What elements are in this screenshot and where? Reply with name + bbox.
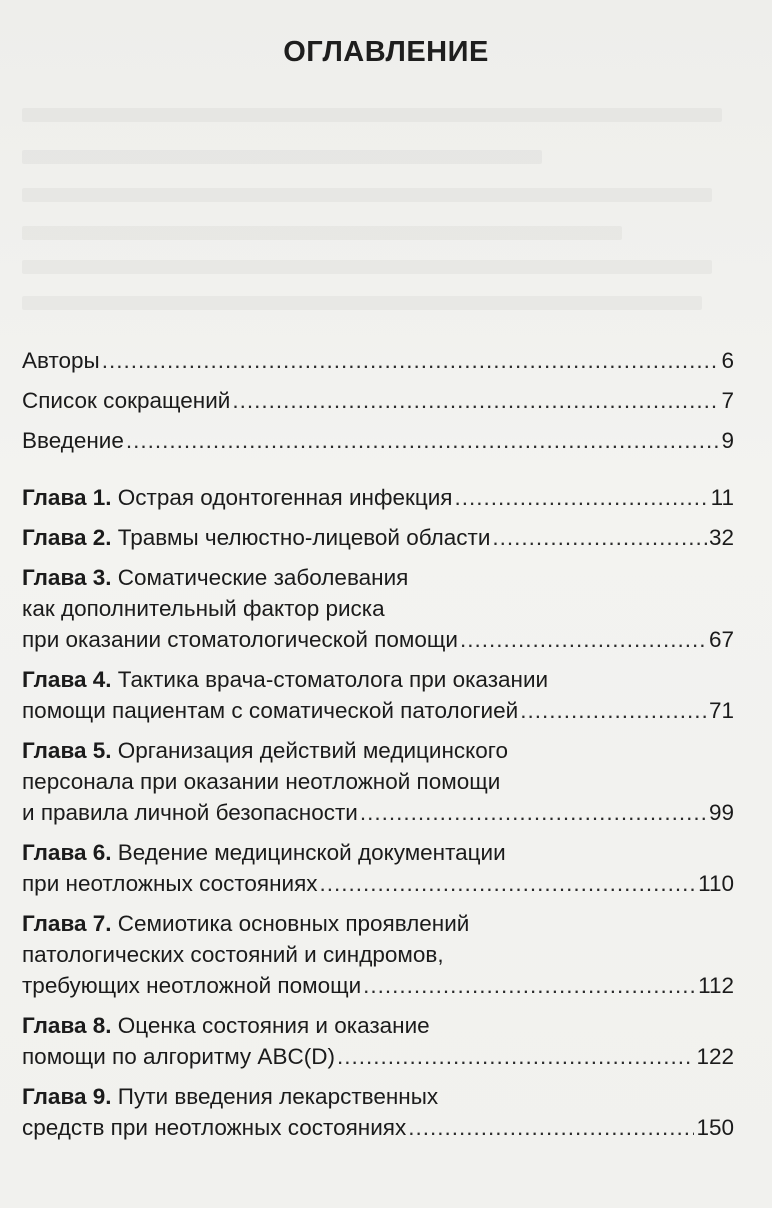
chapter-title-last: помощи по алгоритму ABC(D) <box>22 1044 335 1069</box>
bleed-through-line <box>22 260 712 274</box>
chapter-title-line <box>22 868 734 899</box>
chapter-title-text: как дополнительный фактор риска <box>22 596 385 621</box>
dot-leader <box>520 695 707 726</box>
chapter-title-line <box>22 1112 734 1143</box>
chapter-title-text: Тактика врача-стоматолога при оказании <box>117 667 549 692</box>
section-spacer <box>22 456 734 482</box>
chapter-title-last: помощи пациентам с соматической патологией <box>22 698 519 723</box>
toc-chapter-9 <box>22 1081 734 1143</box>
chapter-title-text: персонала при оказании неотложной помощи <box>22 769 501 794</box>
toc-chapter-5 <box>22 735 734 828</box>
toc-entry-title: Авторы <box>22 348 100 373</box>
chapter-title-text <box>22 797 358 828</box>
dot-leader <box>460 624 707 655</box>
chapter-title-line <box>22 1010 734 1041</box>
chapter-title-line <box>22 766 734 797</box>
dot-leader <box>126 425 720 456</box>
toc-page-number: 110 <box>698 871 734 896</box>
chapter-title-last: при неотложных состояниях <box>22 871 318 896</box>
toc-chapter-7 <box>22 908 734 1001</box>
chapter-title-line <box>22 939 734 970</box>
toc-entry-abbreviations <box>22 385 734 416</box>
chapter-title-text: Пути введения лекарственных <box>117 1084 439 1109</box>
chapter-title-line <box>22 797 734 828</box>
chapter-title-line <box>22 908 734 939</box>
toc-page-number: 112 <box>698 973 734 998</box>
page-title: ОГЛАВЛЕНИЕ <box>283 36 489 68</box>
dot-leader <box>337 1041 695 1072</box>
chapter-label: Глава 8. <box>22 1013 112 1038</box>
toc-page-number: 67 <box>708 627 734 652</box>
chapter-title-text <box>22 695 518 726</box>
toc-page-number: 71 <box>708 698 734 723</box>
chapter-title-last: Травмы челюстно-лицевой области <box>117 525 491 550</box>
toc-chapter-8 <box>22 1010 734 1072</box>
toc-page-number: 32 <box>708 525 734 550</box>
chapter-title-text <box>22 868 318 899</box>
chapter-label: Глава 4. <box>22 667 112 692</box>
chapter-label: Глава 1. <box>22 485 112 510</box>
chapter-title-text: Организация действий медицинского <box>117 738 508 763</box>
toc-page-number: 9 <box>721 428 734 453</box>
bleed-through-line <box>22 188 712 202</box>
chapter-title-line <box>22 482 734 513</box>
toc-chapter-6 <box>22 837 734 899</box>
chapter-label: Глава 7. <box>22 911 112 936</box>
toc-page-number: 6 <box>721 348 734 373</box>
bleed-through-line <box>22 108 722 122</box>
chapter-title-text <box>22 482 452 513</box>
toc-entry-title: Введение <box>22 428 124 453</box>
chapter-title-text <box>22 970 361 1001</box>
chapter-title-last: требующих неотложной помощи <box>22 973 362 998</box>
chapter-title-line <box>22 1041 734 1072</box>
chapter-title-line <box>22 522 734 553</box>
dot-leader <box>102 345 720 376</box>
toc-chapter-3 <box>22 562 734 655</box>
dot-leader <box>232 385 719 416</box>
dot-leader <box>320 868 697 899</box>
bleed-through-line <box>22 296 702 310</box>
chapter-title-last: при оказании стоматологической помощи <box>22 627 458 652</box>
chapter-title-last: и правила личной безопасности <box>22 800 358 825</box>
dot-leader <box>454 482 708 513</box>
chapter-title-line <box>22 593 734 624</box>
chapter-list <box>22 482 734 1143</box>
toc-page-number: 150 <box>696 1115 734 1140</box>
toc-entry-title: Список сокращений <box>22 388 231 413</box>
chapter-title-line <box>22 837 734 868</box>
bleed-through-line <box>22 226 622 240</box>
dot-leader <box>408 1112 694 1143</box>
chapter-title-last: средств при неотложных состояниях <box>22 1115 407 1140</box>
chapter-title-last: Острая одонтогенная инфекция <box>117 485 453 510</box>
chapter-title-text: Соматические заболевания <box>117 565 409 590</box>
chapter-title-line <box>22 624 734 655</box>
toc-chapter-1 <box>22 482 734 513</box>
chapter-title-line <box>22 1081 734 1112</box>
chapter-title-line <box>22 970 734 1001</box>
chapter-label: Глава 5. <box>22 738 112 763</box>
toc-page-number: 11 <box>710 485 734 510</box>
chapter-label: Глава 6. <box>22 840 112 865</box>
chapter-title-text <box>22 522 490 553</box>
table-of-contents <box>22 345 734 1143</box>
chapter-title-line <box>22 735 734 766</box>
dot-leader <box>360 797 707 828</box>
toc-entry-authors <box>22 345 734 376</box>
chapter-label: Глава 3. <box>22 565 112 590</box>
chapter-title-text <box>22 1041 335 1072</box>
chapter-title-text <box>22 1112 406 1143</box>
toc-entry-introduction <box>22 425 734 456</box>
chapter-title-text: Оценка состояния и оказание <box>117 1013 430 1038</box>
toc-chapter-2 <box>22 522 734 553</box>
dot-leader <box>492 522 707 553</box>
bleed-through-line <box>22 150 542 164</box>
chapter-title-text: Ведение медицинской документации <box>117 840 506 865</box>
chapter-title-text: Семиотика основных проявлений <box>117 911 470 936</box>
toc-page-number: 7 <box>721 388 734 413</box>
toc-chapter-4 <box>22 664 734 726</box>
dot-leader <box>363 970 696 1001</box>
chapter-title-text: патологических состояний и синдромов, <box>22 942 444 967</box>
chapter-label: Глава 2. <box>22 525 112 550</box>
chapter-label: Глава 9. <box>22 1084 112 1109</box>
chapter-title-line <box>22 562 734 593</box>
toc-page-number: 99 <box>708 800 734 825</box>
chapter-title-line <box>22 695 734 726</box>
chapter-title-line <box>22 664 734 695</box>
chapter-title-text <box>22 624 458 655</box>
toc-page-number: 122 <box>696 1044 734 1069</box>
